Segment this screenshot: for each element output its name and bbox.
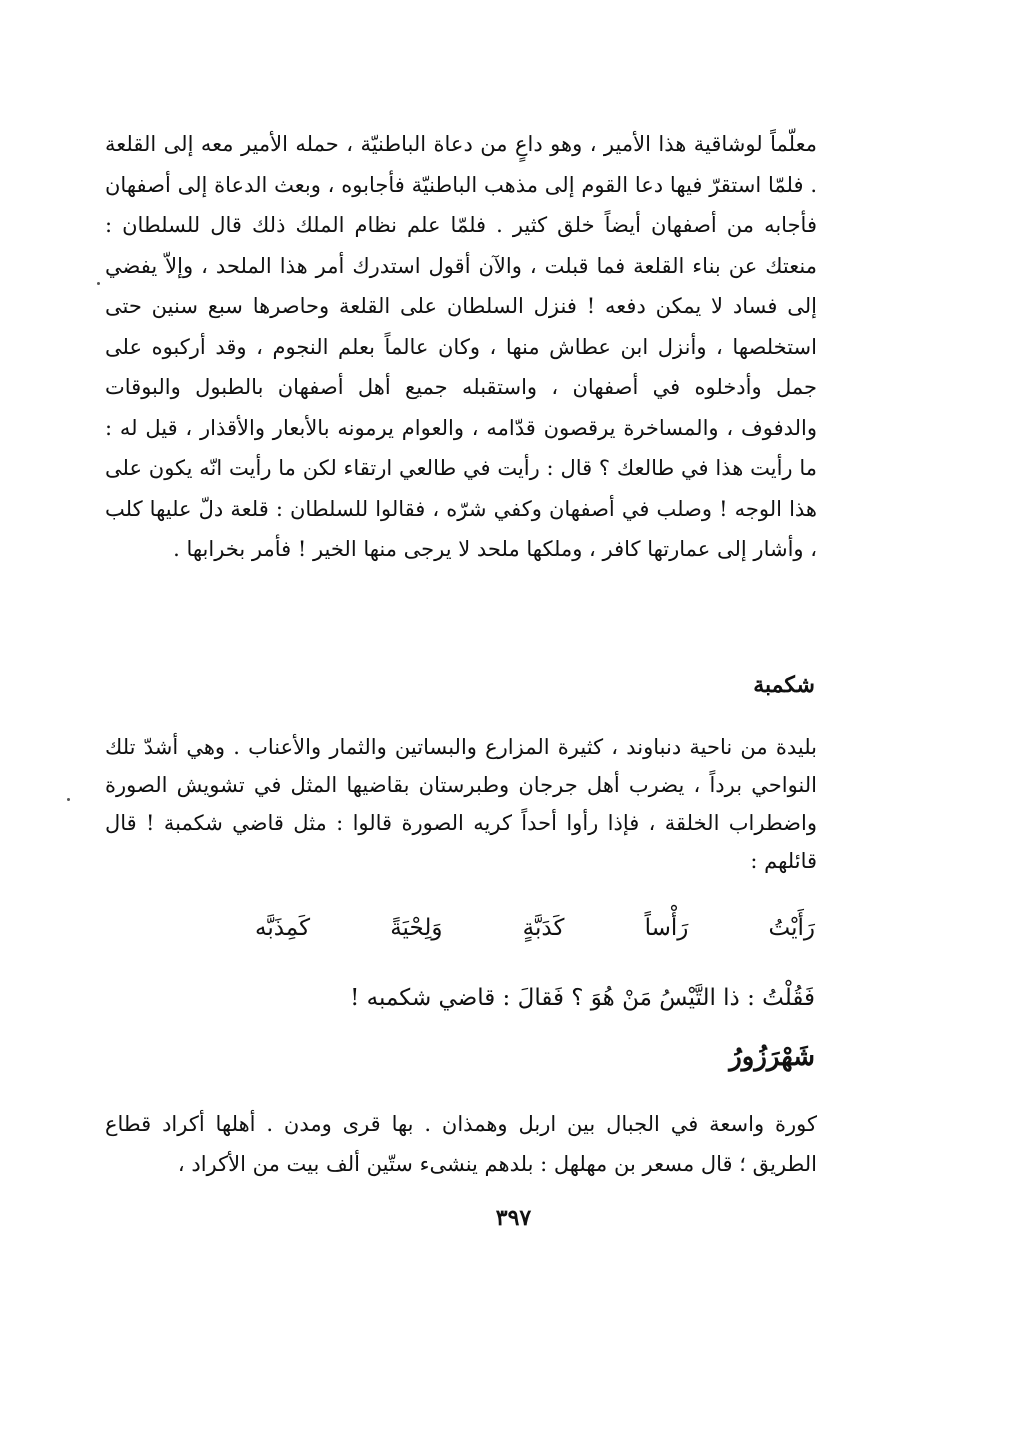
entry-heading-shahrazur: شَهْرَزُورُ (729, 1042, 815, 1072)
paragraph-shahrazur: كورة واسعة في الجبال بين اربل وهمذان . بها قرى ومدن . أهلها أكراد قطاع الطريق ؛ قال مسعر بن مهلهل : بلدهم ينشىء ستّين ألف بيت من الأكراد ، (105, 1112, 817, 1176)
entry-heading-shakamba: شكمبة (753, 672, 815, 698)
scan-speck (67, 798, 70, 801)
scan-speck (97, 282, 100, 285)
paragraph-shakamba: بليدة من ناحية دنباوند ، كثيرة المزارع والبساتين والثمار والأعناب . وهي أشدّ تلك النواحي برداً ، يضرب أهل جرجان وطبرستان بقاضيها المثل في تشويش الصورة واضطراب الخلقة ، فإذا رأوا أحداً كريه الصورة قالوا : مثل قاضي شكمبة ! قال قائلهم : (105, 735, 817, 873)
poem-verse-1: رَأَيْتُ رَأْساً كَدَبَّةٍ وَلِحْيَةً كَمِذَبَّه (255, 915, 815, 941)
poem-verse-2: فَقُلْتُ : ذا التَّيْسُ مَنْ هُوَ ؟ فَقالَ : قاضي شكمبه ! (350, 985, 815, 1011)
paragraph-alamut-story: معلّماً لوشاقية هذا الأمير ، وهو داعٍ من دعاة الباطنيّة ، حمله الأمير معه إلى القلعة . فلمّا استقرّ فيها دعا القوم إلى مذهب الباطنيّة فأجابوه ، وبعث الدعاة إلى أصفهان فأجابه من أصفهان أيضاً خلق كثير . فلمّا علم نظام الملك ذلك قال للسلطان : منعتك عن بناء القلعة فما قبلت ، والآن أقول استدرك أمر هذا الملحد ، وإلاّ يفضي إلى فساد لا يمكن دفعه ! فنزل السلطان على القلعة وحاصرها سبع سنين حتى استخلصها ، وأنزل ابن عطاش منها ، وكان عالماً بعلم النجوم ، وقد أركبوه على جمل وأدخلوه في أصفهان ، واستقبله جميع أهل أصفهان بالطبول والبوقات والدفوف ، والمساخرة يرقصون قدّامه ، والعوام يرمونه بالأبعار والأقذار ، قيل له : ما رأيت هذا في طالعك ؟ قال : رأيت في طالعي ارتقاء لكن ما رأيت انّه يكون على هذا الوجه ! وصلب في أصفهان وكفي شرّه ، فقالوا للسلطان : قلعة دلّ عليها كلب ، وأشار إلى عمارتها كافر ، وملكها ملحد لا يرجى منها الخير ! فأمر بخرابها . (105, 132, 817, 561)
page-number: ٣٩٧ (495, 1205, 532, 1231)
